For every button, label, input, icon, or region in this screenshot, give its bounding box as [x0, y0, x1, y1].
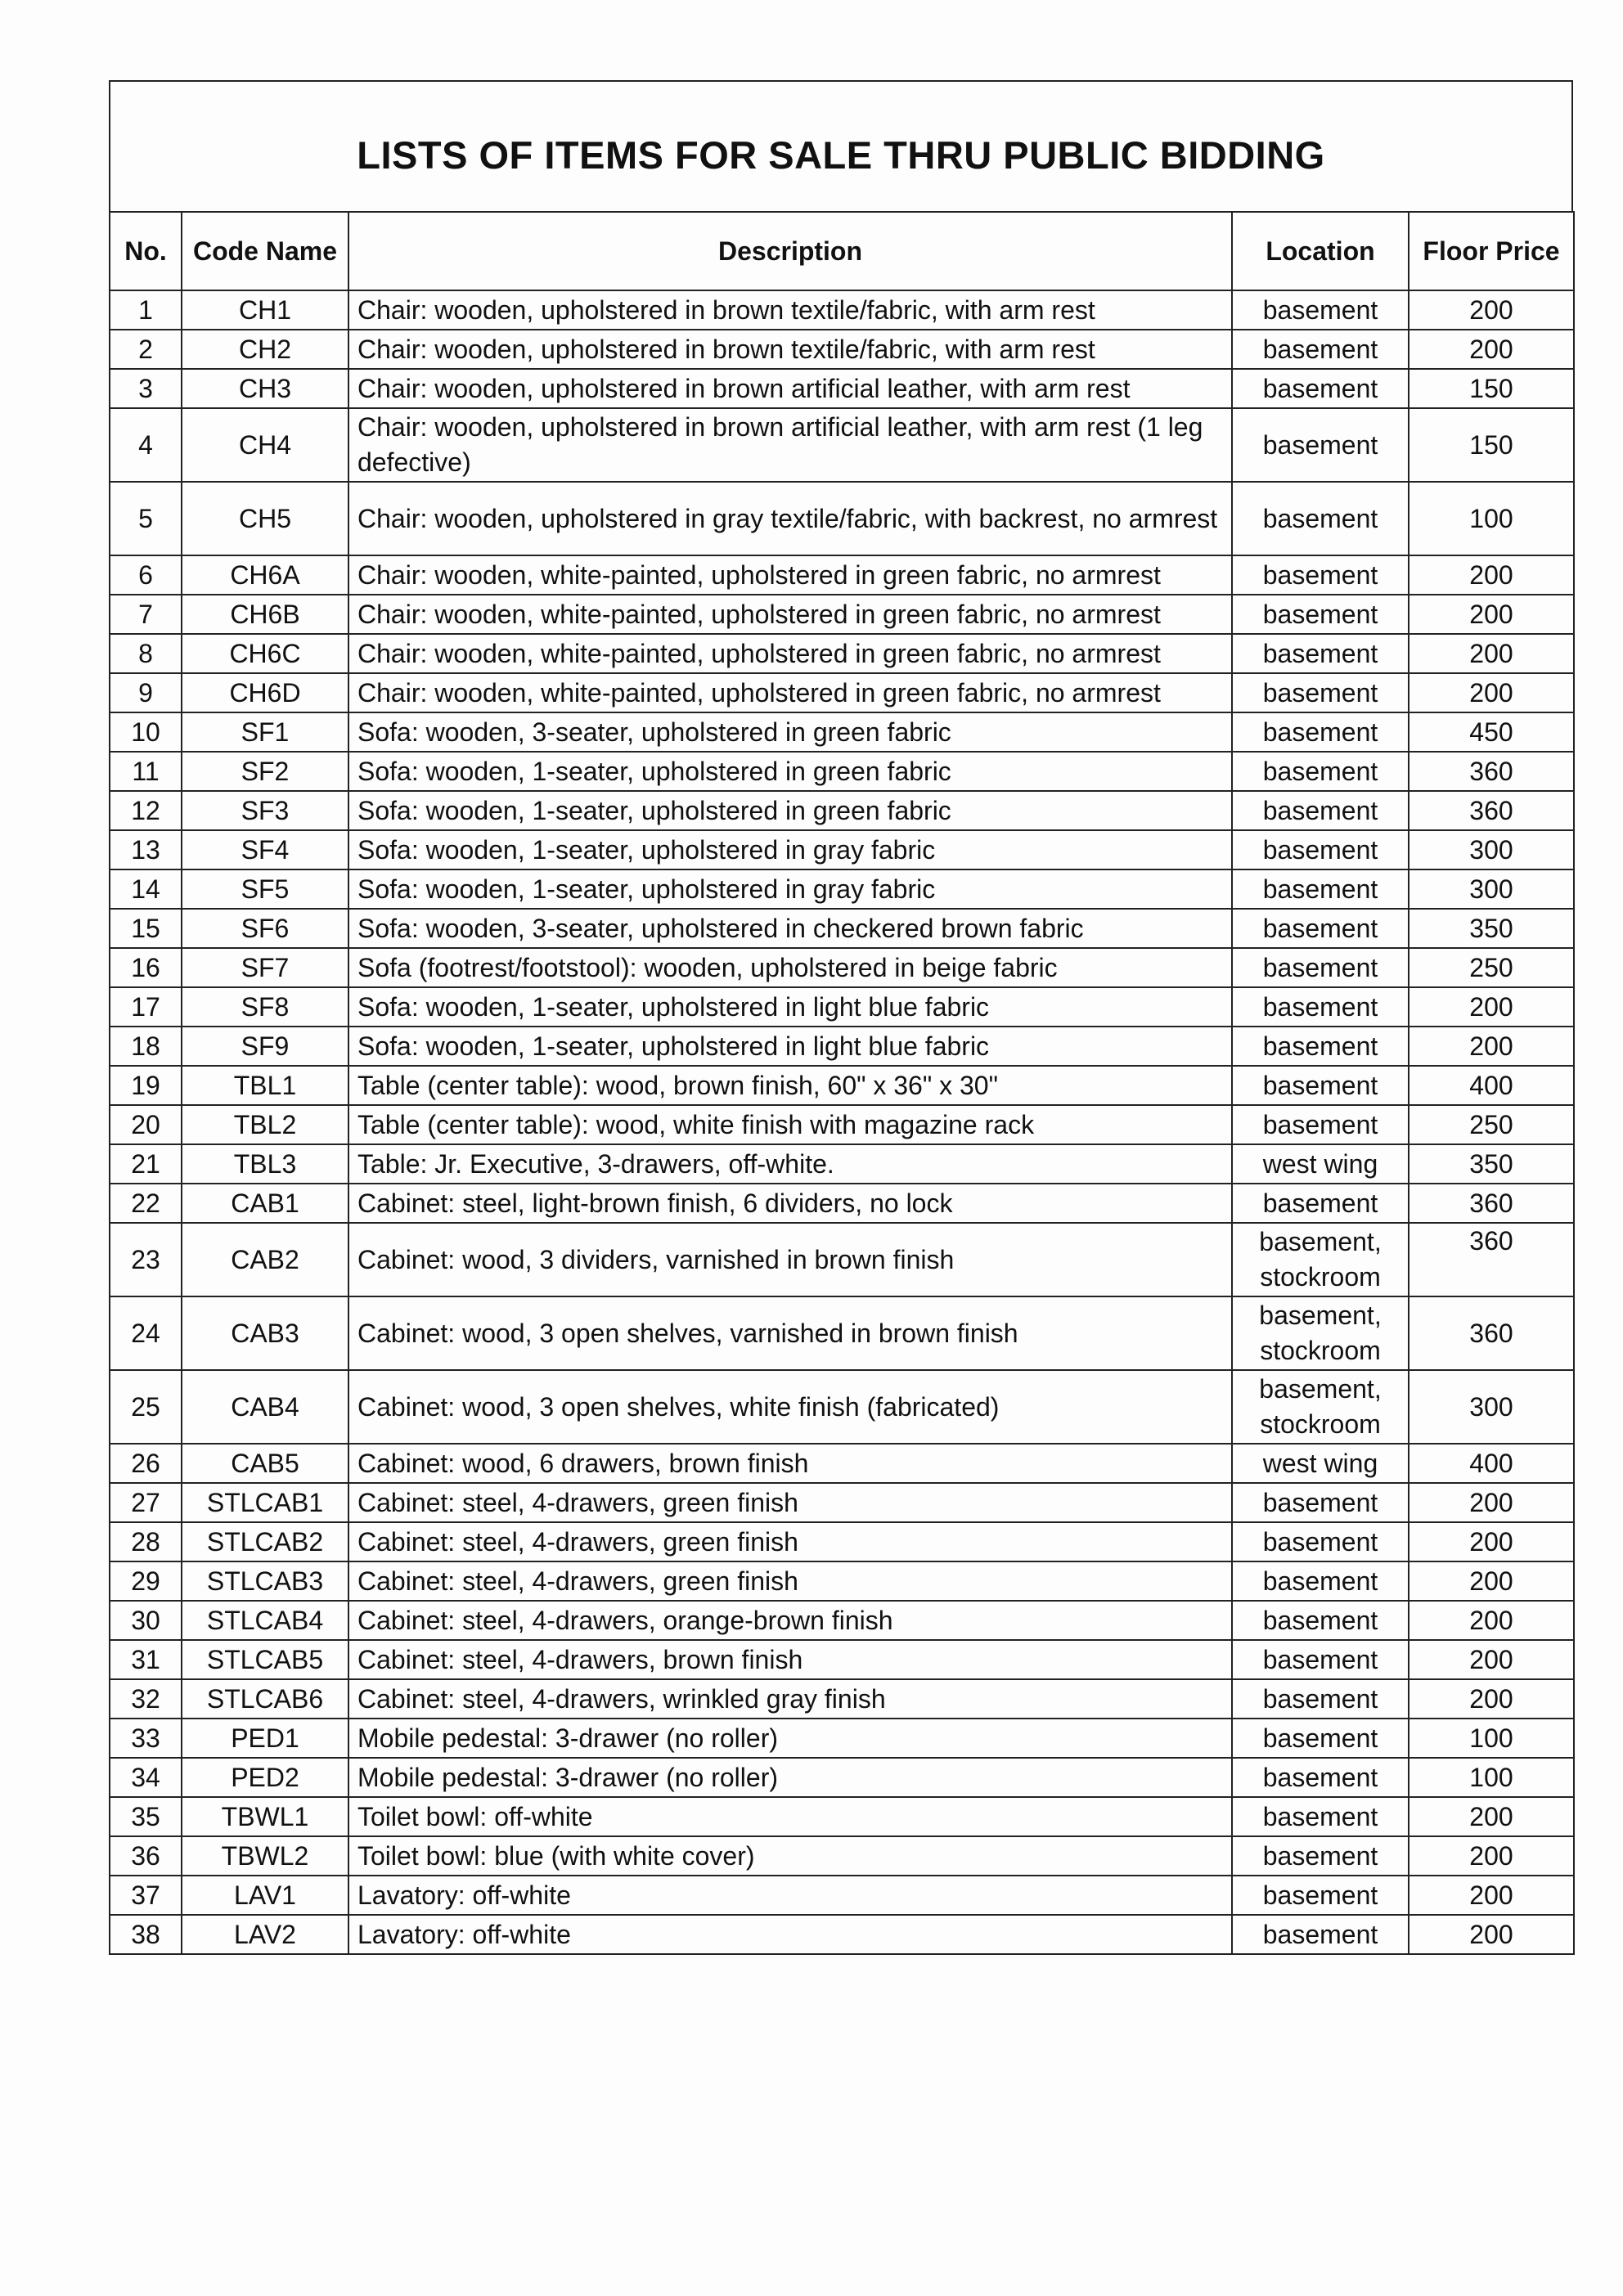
cell-description: Toilet bowl: blue (with white cover): [348, 1836, 1232, 1876]
cell-no: 3: [110, 369, 182, 408]
cell-description: Toilet bowl: off-white: [348, 1797, 1232, 1836]
table-row: [110, 482, 1574, 555]
cell-description: Lavatory: off-white: [348, 1876, 1232, 1915]
table-row: [110, 369, 1574, 408]
cell-description: Chair: wooden, upholstered in brown textile/fabric, with arm rest: [348, 330, 1232, 369]
cell-description: Cabinet: steel, 4-drawers, brown finish: [348, 1640, 1232, 1679]
cell-no: 11: [110, 752, 182, 791]
table-row: [110, 909, 1574, 948]
cell-location: basement: [1232, 987, 1409, 1027]
cell-description: Sofa: wooden, 1-seater, upholstered in gray fabric: [348, 830, 1232, 869]
table-row: [110, 1184, 1574, 1223]
cell-no: 18: [110, 1027, 182, 1066]
cell-location: basement: [1232, 1105, 1409, 1144]
cell-floor-price: 300: [1409, 830, 1574, 869]
cell-floor-price: 100: [1409, 1758, 1574, 1797]
cell-no: 36: [110, 1836, 182, 1876]
cell-description: Chair: wooden, white-painted, upholstered in green fabric, no armrest: [348, 673, 1232, 712]
title-box: [109, 80, 1573, 211]
cell-description: Lavatory: off-white: [348, 1915, 1232, 1954]
cell-location: basement: [1232, 791, 1409, 830]
cell-floor-price: 400: [1409, 1444, 1574, 1483]
cell-location: basement: [1232, 1915, 1409, 1954]
table-row: [110, 1758, 1574, 1797]
cell-code-name: CH6A: [182, 555, 348, 595]
cell-floor-price: 200: [1409, 1561, 1574, 1601]
cell-no: 1: [110, 290, 182, 330]
cell-no: 12: [110, 791, 182, 830]
table-row: [110, 1370, 1574, 1444]
cell-description: Cabinet: steel, 4-drawers, green finish: [348, 1522, 1232, 1561]
cell-code-name: SF4: [182, 830, 348, 869]
cell-code-name: LAV1: [182, 1876, 348, 1915]
cell-floor-price: 200: [1409, 1522, 1574, 1561]
cell-description: Sofa: wooden, 1-seater, upholstered in light blue fabric: [348, 1027, 1232, 1066]
cell-floor-price: 360: [1409, 1296, 1574, 1370]
cell-description: Sofa: wooden, 1-seater, upholstered in green fabric: [348, 791, 1232, 830]
cell-floor-price: 200: [1409, 1483, 1574, 1522]
cell-no: 26: [110, 1444, 182, 1483]
cell-code-name: CH3: [182, 369, 348, 408]
table-header-row: [110, 212, 1574, 290]
table-row: [110, 595, 1574, 634]
cell-location: basement: [1232, 595, 1409, 634]
cell-location: basement: [1232, 634, 1409, 673]
table-row: [110, 1915, 1574, 1954]
cell-description: Chair: wooden, white-painted, upholstered in green fabric, no armrest: [348, 595, 1232, 634]
cell-code-name: SF6: [182, 909, 348, 948]
cell-no: 37: [110, 1876, 182, 1915]
cell-description: Sofa (footrest/footstool): wooden, upholstered in beige fabric: [348, 948, 1232, 987]
cell-location: basement: [1232, 830, 1409, 869]
cell-no: 33: [110, 1719, 182, 1758]
cell-description: Cabinet: steel, 4-drawers, green finish: [348, 1483, 1232, 1522]
cell-no: 19: [110, 1066, 182, 1105]
cell-location: basement: [1232, 1027, 1409, 1066]
header-no: No.: [110, 212, 182, 290]
cell-floor-price: 200: [1409, 673, 1574, 712]
cell-code-name: CH6C: [182, 634, 348, 673]
cell-floor-price: 200: [1409, 1679, 1574, 1719]
cell-no: 23: [110, 1223, 182, 1296]
cell-description: Chair: wooden, white-painted, upholstered in green fabric, no armrest: [348, 555, 1232, 595]
table-row: [110, 1876, 1574, 1915]
cell-location: basement, stockroom: [1232, 1296, 1409, 1370]
cell-floor-price: 200: [1409, 1640, 1574, 1679]
cell-floor-price: 360: [1409, 1223, 1574, 1296]
cell-code-name: STLCAB6: [182, 1679, 348, 1719]
cell-location: basement, stockroom: [1232, 1223, 1409, 1296]
cell-floor-price: 300: [1409, 869, 1574, 909]
cell-description: Table (center table): wood, white finish with magazine rack: [348, 1105, 1232, 1144]
cell-code-name: CAB1: [182, 1184, 348, 1223]
cell-description: Mobile pedestal: 3-drawer (no roller): [348, 1758, 1232, 1797]
cell-no: 17: [110, 987, 182, 1027]
cell-floor-price: 200: [1409, 1601, 1574, 1640]
cell-no: 35: [110, 1797, 182, 1836]
cell-location: basement: [1232, 1836, 1409, 1876]
cell-location: basement: [1232, 673, 1409, 712]
cell-code-name: TBWL2: [182, 1836, 348, 1876]
cell-description: Table: Jr. Executive, 3-drawers, off-white.: [348, 1144, 1232, 1184]
cell-no: 28: [110, 1522, 182, 1561]
cell-location: basement: [1232, 1640, 1409, 1679]
table-row: [110, 791, 1574, 830]
cell-floor-price: 200: [1409, 1915, 1574, 1954]
header-location: Location: [1232, 212, 1409, 290]
table-row: [110, 1144, 1574, 1184]
cell-description: Chair: wooden, upholstered in brown artificial leather, with arm rest: [348, 369, 1232, 408]
cell-code-name: CH1: [182, 290, 348, 330]
cell-no: 5: [110, 482, 182, 555]
cell-code-name: STLCAB5: [182, 1640, 348, 1679]
cell-location: basement: [1232, 1679, 1409, 1719]
cell-code-name: CAB5: [182, 1444, 348, 1483]
cell-no: 16: [110, 948, 182, 987]
cell-description: Cabinet: steel, 4-drawers, orange-brown finish: [348, 1601, 1232, 1640]
cell-no: 32: [110, 1679, 182, 1719]
cell-location: basement: [1232, 869, 1409, 909]
cell-location: basement: [1232, 1601, 1409, 1640]
cell-floor-price: 200: [1409, 290, 1574, 330]
header-floor-price: Floor Price: [1409, 212, 1574, 290]
cell-location: basement: [1232, 752, 1409, 791]
cell-floor-price: 360: [1409, 1184, 1574, 1223]
cell-floor-price: 200: [1409, 1836, 1574, 1876]
table-row: [110, 1296, 1574, 1370]
cell-floor-price: 200: [1409, 555, 1574, 595]
cell-code-name: SF8: [182, 987, 348, 1027]
cell-location: basement: [1232, 909, 1409, 948]
cell-no: 7: [110, 595, 182, 634]
cell-location: basement: [1232, 1066, 1409, 1105]
cell-description: Mobile pedestal: 3-drawer (no roller): [348, 1719, 1232, 1758]
table-row: [110, 290, 1574, 330]
table-body: [110, 290, 1574, 1954]
cell-floor-price: 100: [1409, 1719, 1574, 1758]
cell-location: basement: [1232, 1758, 1409, 1797]
table-row: [110, 673, 1574, 712]
header-description: Description: [348, 212, 1232, 290]
cell-code-name: CAB3: [182, 1296, 348, 1370]
cell-code-name: CH6D: [182, 673, 348, 712]
cell-location: basement: [1232, 555, 1409, 595]
cell-no: 34: [110, 1758, 182, 1797]
cell-floor-price: 200: [1409, 1876, 1574, 1915]
header-code-name: Code Name: [182, 212, 348, 290]
table-row: [110, 1223, 1574, 1296]
cell-description: Table (center table): wood, brown finish, 60" x 36" x 30": [348, 1066, 1232, 1105]
cell-code-name: SF1: [182, 712, 348, 752]
cell-no: 31: [110, 1640, 182, 1679]
cell-no: 13: [110, 830, 182, 869]
document-title: LISTS OF ITEMS FOR SALE THRU PUBLIC BIDDING: [357, 133, 1325, 177]
table-row: [110, 1640, 1574, 1679]
cell-description: Chair: wooden, white-painted, upholstered in green fabric, no armrest: [348, 634, 1232, 673]
table-row: [110, 830, 1574, 869]
cell-location: basement: [1232, 482, 1409, 555]
cell-floor-price: 360: [1409, 752, 1574, 791]
cell-code-name: CH6B: [182, 595, 348, 634]
cell-floor-price: 200: [1409, 1797, 1574, 1836]
cell-description: Chair: wooden, upholstered in brown textile/fabric, with arm rest: [348, 290, 1232, 330]
cell-location: west wing: [1232, 1444, 1409, 1483]
table-row: [110, 948, 1574, 987]
cell-no: 2: [110, 330, 182, 369]
items-table: [109, 211, 1575, 1955]
cell-floor-price: 200: [1409, 634, 1574, 673]
cell-description: Sofa: wooden, 1-seater, upholstered in gray fabric: [348, 869, 1232, 909]
table-row: [110, 1719, 1574, 1758]
cell-description: Cabinet: steel, 4-drawers, wrinkled gray finish: [348, 1679, 1232, 1719]
cell-code-name: STLCAB1: [182, 1483, 348, 1522]
cell-no: 22: [110, 1184, 182, 1223]
cell-floor-price: 100: [1409, 482, 1574, 555]
cell-no: 14: [110, 869, 182, 909]
cell-code-name: CH5: [182, 482, 348, 555]
cell-no: 30: [110, 1601, 182, 1640]
table-row: [110, 555, 1574, 595]
cell-code-name: TBWL1: [182, 1797, 348, 1836]
cell-floor-price: 200: [1409, 595, 1574, 634]
cell-location: basement, stockroom: [1232, 1370, 1409, 1444]
cell-location: basement: [1232, 290, 1409, 330]
table-row: [110, 1444, 1574, 1483]
cell-floor-price: 150: [1409, 369, 1574, 408]
cell-location: basement: [1232, 408, 1409, 482]
table-row: [110, 1601, 1574, 1640]
cell-code-name: CH2: [182, 330, 348, 369]
cell-no: 10: [110, 712, 182, 752]
cell-location: basement: [1232, 1522, 1409, 1561]
document-page: [109, 80, 1573, 1955]
cell-code-name: STLCAB2: [182, 1522, 348, 1561]
table-row: [110, 330, 1574, 369]
cell-location: basement: [1232, 369, 1409, 408]
cell-code-name: LAV2: [182, 1915, 348, 1954]
cell-floor-price: 350: [1409, 909, 1574, 948]
cell-location: basement: [1232, 1719, 1409, 1758]
cell-description: Chair: wooden, upholstered in brown artificial leather, with arm rest (1 leg defective): [348, 408, 1232, 482]
cell-code-name: TBL2: [182, 1105, 348, 1144]
cell-code-name: SF3: [182, 791, 348, 830]
cell-code-name: PED2: [182, 1758, 348, 1797]
cell-description: Cabinet: steel, 4-drawers, green finish: [348, 1561, 1232, 1601]
cell-no: 24: [110, 1296, 182, 1370]
cell-no: 20: [110, 1105, 182, 1144]
cell-location: basement: [1232, 1561, 1409, 1601]
cell-floor-price: 360: [1409, 791, 1574, 830]
cell-no: 21: [110, 1144, 182, 1184]
cell-no: 15: [110, 909, 182, 948]
cell-floor-price: 350: [1409, 1144, 1574, 1184]
cell-no: 4: [110, 408, 182, 482]
cell-code-name: PED1: [182, 1719, 348, 1758]
cell-description: Sofa: wooden, 3-seater, upholstered in checkered brown fabric: [348, 909, 1232, 948]
cell-code-name: CAB4: [182, 1370, 348, 1444]
cell-location: basement: [1232, 712, 1409, 752]
table-row: [110, 1105, 1574, 1144]
table-row: [110, 1797, 1574, 1836]
table-row: [110, 408, 1574, 482]
cell-location: basement: [1232, 330, 1409, 369]
table-row: [110, 1483, 1574, 1522]
cell-code-name: CAB2: [182, 1223, 348, 1296]
cell-no: 8: [110, 634, 182, 673]
cell-description: Chair: wooden, upholstered in gray textile/fabric, with backrest, no armrest: [348, 482, 1232, 555]
cell-no: 29: [110, 1561, 182, 1601]
table-row: [110, 1522, 1574, 1561]
table-row: [110, 1836, 1574, 1876]
table-row: [110, 1561, 1574, 1601]
cell-floor-price: 200: [1409, 987, 1574, 1027]
cell-floor-price: 200: [1409, 1027, 1574, 1066]
cell-location: basement: [1232, 1483, 1409, 1522]
cell-location: basement: [1232, 1876, 1409, 1915]
cell-floor-price: 250: [1409, 1105, 1574, 1144]
cell-floor-price: 400: [1409, 1066, 1574, 1105]
cell-description: Sofa: wooden, 3-seater, upholstered in green fabric: [348, 712, 1232, 752]
cell-description: Sofa: wooden, 1-seater, upholstered in light blue fabric: [348, 987, 1232, 1027]
table-row: [110, 1027, 1574, 1066]
cell-code-name: TBL1: [182, 1066, 348, 1105]
cell-description: Cabinet: wood, 3 open shelves, varnished in brown finish: [348, 1296, 1232, 1370]
cell-code-name: CH4: [182, 408, 348, 482]
cell-code-name: SF7: [182, 948, 348, 987]
cell-floor-price: 150: [1409, 408, 1574, 482]
cell-no: 9: [110, 673, 182, 712]
cell-code-name: SF2: [182, 752, 348, 791]
cell-code-name: SF9: [182, 1027, 348, 1066]
cell-description: Cabinet: wood, 3 open shelves, white finish (fabricated): [348, 1370, 1232, 1444]
cell-location: basement: [1232, 1184, 1409, 1223]
table-row: [110, 869, 1574, 909]
cell-location: west wing: [1232, 1144, 1409, 1184]
cell-location: basement: [1232, 1797, 1409, 1836]
table-row: [110, 987, 1574, 1027]
cell-floor-price: 450: [1409, 712, 1574, 752]
cell-floor-price: 200: [1409, 330, 1574, 369]
cell-description: Cabinet: wood, 6 drawers, brown finish: [348, 1444, 1232, 1483]
cell-description: Cabinet: steel, light-brown finish, 6 dividers, no lock: [348, 1184, 1232, 1223]
table-row: [110, 634, 1574, 673]
cell-floor-price: 250: [1409, 948, 1574, 987]
cell-code-name: STLCAB4: [182, 1601, 348, 1640]
cell-location: basement: [1232, 948, 1409, 987]
cell-code-name: STLCAB3: [182, 1561, 348, 1601]
cell-no: 25: [110, 1370, 182, 1444]
table-row: [110, 752, 1574, 791]
cell-description: Sofa: wooden, 1-seater, upholstered in green fabric: [348, 752, 1232, 791]
cell-code-name: SF5: [182, 869, 348, 909]
cell-no: 38: [110, 1915, 182, 1954]
cell-floor-price: 300: [1409, 1370, 1574, 1444]
table-row: [110, 1679, 1574, 1719]
table-row: [110, 1066, 1574, 1105]
cell-no: 6: [110, 555, 182, 595]
cell-no: 27: [110, 1483, 182, 1522]
cell-description: Cabinet: wood, 3 dividers, varnished in brown finish: [348, 1223, 1232, 1296]
cell-code-name: TBL3: [182, 1144, 348, 1184]
table-row: [110, 712, 1574, 752]
